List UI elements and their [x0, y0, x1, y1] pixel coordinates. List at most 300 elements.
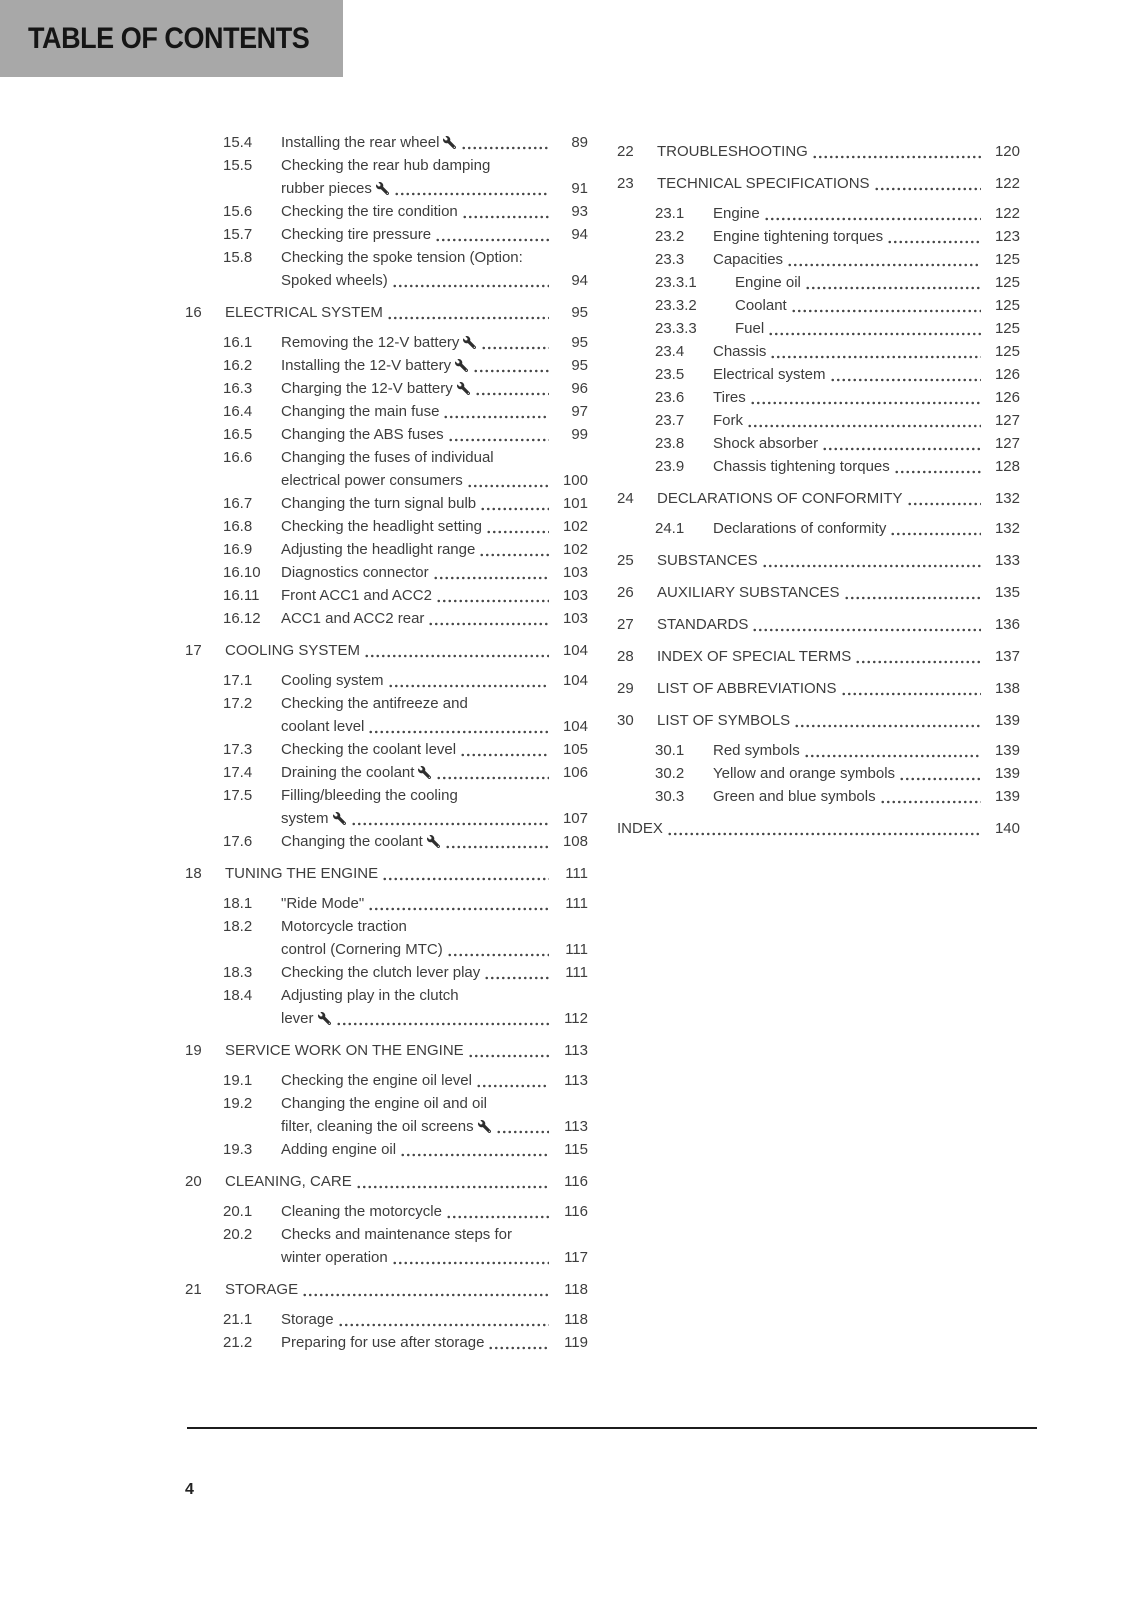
toc-entry	[185, 892, 588, 915]
toc-entry-number: 20.2	[223, 1226, 253, 1243]
toc-entry-number: 18.3	[223, 964, 253, 981]
toc-entry-text: coolant level	[281, 718, 365, 735]
toc-entry	[617, 677, 1020, 700]
dotted-leader	[747, 424, 981, 428]
toc-entry	[185, 862, 588, 885]
toc-entry	[617, 140, 1020, 163]
toc-entry	[617, 409, 1020, 432]
dotted-leader	[488, 1346, 549, 1350]
toc-entry-number: 23.4	[655, 343, 685, 360]
toc-entry	[185, 400, 588, 423]
dotted-leader	[368, 730, 549, 734]
dotted-leader	[447, 953, 549, 957]
toc-entry-page: 95	[571, 334, 588, 351]
dotted-leader	[822, 447, 981, 451]
toc-entry-number: 19.3	[223, 1141, 253, 1158]
toc-entry-page: 136	[994, 616, 1020, 633]
toc-entry-page: 104	[562, 718, 588, 735]
toc-entry	[185, 354, 588, 377]
toc-entry	[185, 331, 588, 354]
page-title: TABLE OF CONTENTS	[28, 21, 310, 55]
toc-entry-text: Changing the engine oil and oil	[281, 1095, 487, 1112]
toc-entry	[617, 581, 1020, 604]
toc-entry-text: "Ride Mode"	[281, 895, 365, 912]
toc-entry-text: Tires	[713, 389, 746, 406]
toc-entry-text: control (Cornering MTC)	[281, 941, 443, 958]
toc-entry-text: Changing the ABS fuses	[281, 426, 444, 443]
toc-entry-number: 23.9	[655, 458, 685, 475]
toc-entry	[617, 739, 1020, 762]
toc-entry-text: ACC1 and ACC2 rear	[281, 610, 425, 627]
toc-entry	[617, 517, 1020, 540]
toc-entry	[617, 785, 1020, 808]
toc-entry-number: 20	[185, 1173, 202, 1190]
toc-entry-page: 128	[994, 458, 1020, 475]
toc-entry	[185, 1200, 588, 1223]
dotted-leader	[443, 415, 549, 419]
page-header	[0, 0, 343, 77]
toc-entry	[185, 1308, 588, 1331]
wrench-icon	[443, 136, 456, 149]
toc-entry-number: 23.8	[655, 435, 685, 452]
toc-entry-number: 16.11	[223, 587, 260, 604]
dotted-leader	[770, 355, 981, 359]
dotted-leader	[460, 753, 549, 757]
dotted-leader	[428, 622, 549, 626]
toc-entry	[617, 363, 1020, 386]
toc-entry	[185, 246, 588, 292]
dotted-leader	[791, 309, 981, 313]
toc-entry-text: Preparing for use after storage	[281, 1334, 485, 1351]
toc-entry	[185, 154, 588, 200]
dotted-leader	[461, 146, 549, 150]
toc-entry-text: Fuel	[735, 320, 765, 337]
toc-entry-number: 21.2	[223, 1334, 253, 1351]
dotted-leader	[484, 976, 549, 980]
toc-entry-page: 118	[564, 1311, 588, 1328]
toc-entry-text: LIST OF SYMBOLS	[657, 712, 791, 729]
toc-entry-number: 29	[617, 680, 634, 697]
toc-entry-text: LIST OF ABBREVIATIONS	[657, 680, 837, 697]
dotted-leader	[855, 660, 981, 664]
toc-entry-number: 17.5	[223, 787, 253, 804]
toc-entry-page: 126	[994, 389, 1020, 406]
toc-entry	[185, 1278, 588, 1301]
toc-entry-text: Checking the coolant level	[281, 741, 457, 758]
toc-entry-page: 112	[564, 1010, 588, 1027]
toc-entry	[185, 639, 588, 662]
toc-entry-text: Changing the fuses of individual	[281, 449, 494, 466]
toc-entry-number: 21	[185, 1281, 202, 1298]
toc-entry	[185, 1223, 588, 1269]
toc-entry-number: 17.1	[223, 672, 253, 689]
toc-entry-text: Declarations of conformity	[713, 520, 887, 537]
wrench-icon	[463, 336, 476, 349]
toc-entry-text: Checking the antifreeze and	[281, 695, 468, 712]
toc-entry-number: 23.3.3	[655, 320, 697, 337]
toc-entry-page: 104	[562, 642, 588, 659]
toc-entry-page: 107	[562, 810, 588, 827]
toc-entry-page: 102	[562, 518, 588, 535]
toc-entry-page: 125	[994, 297, 1020, 314]
toc-entry-number: 16.7	[223, 495, 253, 512]
toc-entry-number: 18.2	[223, 918, 253, 935]
toc-entry-text: Removing the 12-V battery	[281, 334, 460, 351]
toc-entry-page: 127	[994, 435, 1020, 452]
toc-entry-number: 16.9	[223, 541, 253, 558]
toc-entry-text: Changing the turn signal bulb	[281, 495, 477, 512]
toc-entry	[185, 607, 588, 630]
toc-entry-number: 25	[617, 552, 634, 569]
toc-entry-page: 113	[564, 1042, 588, 1059]
toc-entry	[185, 1170, 588, 1193]
toc-entry	[185, 423, 588, 446]
toc-entry-page: 135	[994, 584, 1020, 601]
toc-entry-page: 119	[564, 1334, 588, 1351]
toc-entry-number: 15.4	[223, 134, 253, 151]
toc-entry-page: 125	[994, 251, 1020, 268]
toc-entry-text: Electrical system	[713, 366, 826, 383]
toc-entry-text: DECLARATIONS OF CONFORMITY	[657, 490, 903, 507]
toc-entry-number: 16.5	[223, 426, 253, 443]
dotted-leader	[400, 1153, 549, 1157]
toc-entry-text: Changing the coolant	[281, 833, 423, 850]
toc-entry	[185, 1331, 588, 1354]
toc-entry-number: 22	[617, 143, 634, 160]
toc-entry-page: 125	[994, 320, 1020, 337]
toc-entry	[617, 202, 1020, 225]
dotted-leader	[496, 1130, 549, 1134]
toc-entry-page: 125	[994, 343, 1020, 360]
toc-entry	[185, 223, 588, 246]
toc-entry-number: 17.2	[223, 695, 253, 712]
dotted-leader	[899, 777, 981, 781]
toc-entry	[185, 738, 588, 761]
toc-entry	[617, 172, 1020, 195]
toc-entry	[185, 692, 588, 738]
toc-entry-text: system	[281, 810, 329, 827]
dotted-leader	[387, 316, 549, 320]
toc-entry-page: 122	[994, 175, 1020, 192]
dotted-leader	[448, 438, 549, 442]
dotted-leader	[812, 155, 981, 159]
toc-entry-page: 95	[571, 357, 588, 374]
toc-entry-page: 138	[994, 680, 1020, 697]
toc-entry-page: 103	[562, 610, 588, 627]
toc-entry-number: 19.2	[223, 1095, 253, 1112]
toc-entry	[617, 432, 1020, 455]
toc-entry-text: Red symbols	[713, 742, 800, 759]
toc-entry	[185, 131, 588, 154]
dotted-leader	[762, 564, 981, 568]
toc-entry-number: 21.1	[223, 1311, 253, 1328]
toc-entry	[185, 669, 588, 692]
toc-entry-number: 17	[185, 642, 202, 659]
toc-entry-text: STANDARDS	[657, 616, 749, 633]
toc-entry	[185, 915, 588, 961]
dotted-leader	[436, 599, 549, 603]
wrench-icon	[376, 182, 389, 195]
toc-entry	[185, 515, 588, 538]
toc-entry-text: Engine oil	[735, 274, 801, 291]
dotted-leader	[473, 369, 549, 373]
toc-entry-number: 30.2	[655, 765, 685, 782]
toc-entry-text: Cleaning the motorcycle	[281, 1203, 442, 1220]
dotted-leader	[368, 907, 549, 911]
toc-entry-text: INDEX	[617, 820, 663, 837]
toc-entry-text: CLEANING, CARE	[225, 1173, 352, 1190]
dotted-leader	[382, 877, 549, 881]
toc-entry-number: 23.3.2	[655, 297, 697, 314]
toc-entry-number: 23	[617, 175, 634, 192]
toc-entry-number: 27	[617, 616, 634, 633]
toc-entry-text: Coolant	[735, 297, 787, 314]
dotted-leader	[880, 800, 981, 804]
dotted-leader	[752, 628, 981, 632]
dotted-leader	[392, 284, 549, 288]
toc-entry	[185, 538, 588, 561]
toc-entry-text: Filling/bleeding the cooling	[281, 787, 458, 804]
toc-entry-page: 91	[571, 180, 588, 197]
toc-entry-text: Adding engine oil	[281, 1141, 397, 1158]
dotted-leader	[887, 240, 981, 244]
dotted-leader	[467, 484, 549, 488]
toc-entry-page: 103	[562, 564, 588, 581]
toc-entry-number: 19.1	[223, 1072, 253, 1089]
toc-entry-page: 125	[994, 274, 1020, 291]
toc-entry-number: 20.1	[223, 1203, 253, 1220]
toc-entry	[185, 446, 588, 492]
dotted-leader	[433, 576, 549, 580]
toc-entry	[185, 761, 588, 784]
toc-entry	[185, 301, 588, 324]
dotted-leader	[480, 507, 549, 511]
toc-entry	[617, 225, 1020, 248]
toc-column-right	[617, 131, 1020, 847]
dotted-leader	[794, 724, 981, 728]
toc-entry	[185, 984, 588, 1030]
toc-entry-text: Engine	[713, 205, 760, 222]
toc-entry-page: 116	[564, 1173, 588, 1190]
dotted-leader	[481, 346, 549, 350]
toc-entry-page: 115	[564, 1141, 588, 1158]
toc-entry-page: 96	[571, 380, 588, 397]
toc-entry-number: 15.8	[223, 249, 253, 266]
toc-entry-number: 16.10	[223, 564, 261, 581]
toc-entry	[185, 1138, 588, 1161]
toc-entry-page: 117	[564, 1249, 588, 1266]
toc-entry-number: 16.8	[223, 518, 253, 535]
toc-entry-number: 17.6	[223, 833, 253, 850]
toc-entry	[617, 271, 1020, 294]
toc-entry	[617, 762, 1020, 785]
toc-entry-text: Checking the clutch lever play	[281, 964, 481, 981]
dotted-leader	[894, 470, 981, 474]
dotted-leader	[394, 192, 549, 196]
wrench-icon	[318, 1012, 331, 1025]
toc-entry-text: Charging the 12-V battery	[281, 380, 453, 397]
toc-entry-page: 102	[562, 541, 588, 558]
toc-entry	[185, 1069, 588, 1092]
toc-entry-text: rubber pieces	[281, 180, 372, 197]
toc-entry-page: 132	[994, 490, 1020, 507]
dotted-leader	[302, 1293, 549, 1297]
toc-entry	[185, 961, 588, 984]
dotted-leader	[462, 215, 549, 219]
toc-entry-page: 120	[994, 143, 1020, 160]
toc-entry-number: 17.3	[223, 741, 253, 758]
dotted-leader	[804, 754, 981, 758]
toc-entry-text: Green and blue symbols	[713, 788, 876, 805]
dotted-leader	[435, 238, 549, 242]
toc-entry	[185, 784, 588, 830]
toc-entry-text: Shock absorber	[713, 435, 819, 452]
toc-entry-page: 111	[565, 895, 588, 912]
toc-entry-number: 28	[617, 648, 634, 665]
toc-entry-number: 16.1	[223, 334, 253, 351]
toc-entry-page: 93	[571, 203, 588, 220]
dotted-leader	[468, 1054, 549, 1058]
toc-entry-page: 95	[571, 304, 588, 321]
toc-entry-text: Checking the spoke tension (Option:	[281, 249, 523, 266]
toc-entry	[617, 386, 1020, 409]
toc-entry	[617, 709, 1020, 732]
toc-entry-number: 15.5	[223, 157, 253, 174]
dotted-leader	[388, 684, 549, 688]
dotted-leader	[356, 1185, 549, 1189]
dotted-leader	[667, 832, 981, 836]
toc-entry-text: filter, cleaning the oil screens	[281, 1118, 474, 1135]
toc-entry-page: 100	[562, 472, 588, 489]
toc-entry	[185, 830, 588, 853]
wrench-icon	[455, 359, 468, 372]
toc-entry-text: Yellow and orange symbols	[713, 765, 896, 782]
wrench-icon	[418, 766, 431, 779]
toc-entry-text: Draining the coolant	[281, 764, 415, 781]
toc-entry-page: 118	[564, 1281, 588, 1298]
toc-entry-page: 94	[571, 272, 588, 289]
dotted-leader	[392, 1261, 549, 1265]
toc-entry-text: TUNING THE ENGINE	[225, 865, 379, 882]
toc-entry-page: 127	[994, 412, 1020, 429]
toc-entry-text: Installing the rear wheel	[281, 134, 440, 151]
toc-entry-number: 23.6	[655, 389, 685, 406]
dotted-leader	[364, 654, 549, 658]
toc-entry	[617, 317, 1020, 340]
toc-entry-number: 18.1	[223, 895, 253, 912]
toc-entry-number: 23.1	[655, 205, 685, 222]
toc-entry-page: 89	[571, 134, 588, 151]
toc-entry-text: INDEX OF SPECIAL TERMS	[657, 648, 852, 665]
toc-entry-number: 30.1	[655, 742, 685, 759]
toc-entry-text: TECHNICAL SPECIFICATIONS	[657, 175, 870, 192]
toc-entry	[185, 584, 588, 607]
toc-entry-number: 23.5	[655, 366, 685, 383]
dotted-leader	[841, 692, 982, 696]
toc-entry-number: 23.7	[655, 412, 685, 429]
dotted-leader	[351, 822, 549, 826]
toc-entry-number: 30	[617, 712, 634, 729]
toc-entry-text: Checking the tire condition	[281, 203, 458, 220]
toc-entry-number: 16.6	[223, 449, 253, 466]
toc-entry	[185, 200, 588, 223]
dotted-leader	[830, 378, 981, 382]
toc-entry-page: 139	[994, 712, 1020, 729]
toc-entry-text: Capacities	[713, 251, 784, 268]
toc-entry-text: AUXILIARY SUBSTANCES	[657, 584, 840, 601]
toc-entry-number: 23.3.1	[655, 274, 697, 291]
dotted-leader	[890, 532, 981, 536]
toc-entry-text: SUBSTANCES	[657, 552, 758, 569]
toc-entry-text: Checking tire pressure	[281, 226, 432, 243]
toc-entry-text: ELECTRICAL SYSTEM	[225, 304, 383, 321]
toc-entry-text: Changing the main fuse	[281, 403, 440, 420]
toc-entry-text: Installing the 12-V battery	[281, 357, 452, 374]
toc-entry-page: 111	[565, 865, 588, 882]
dotted-leader	[805, 286, 981, 290]
page-number: 4	[185, 1481, 194, 1498]
dotted-leader	[787, 263, 981, 267]
dotted-leader	[336, 1022, 549, 1026]
toc-entry-number: 18.4	[223, 987, 253, 1004]
toc-entry-text: Adjusting play in the clutch	[281, 987, 459, 1004]
toc-entry-text: winter operation	[281, 1249, 388, 1266]
toc-entry-text: Motorcycle traction	[281, 918, 407, 935]
dotted-leader	[907, 502, 981, 506]
toc-entry-number: 24	[617, 490, 634, 507]
footer-rule	[187, 1427, 1037, 1429]
toc-entry	[617, 487, 1020, 510]
toc-entry-number: 16.2	[223, 357, 253, 374]
toc-entry-number: 26	[617, 584, 634, 601]
toc-entry-text: Spoked wheels)	[281, 272, 388, 289]
toc-entry	[185, 377, 588, 400]
toc-entry-page: 139	[994, 742, 1020, 759]
toc-entry	[617, 294, 1020, 317]
toc-entry-number: 16	[185, 304, 202, 321]
toc-entry-number: 24.1	[655, 520, 685, 537]
toc-column-left	[185, 131, 588, 1354]
toc-entry-page: 108	[562, 833, 588, 850]
toc-entry-text: Checking the headlight setting	[281, 518, 482, 535]
toc-entry-text: lever	[281, 1010, 314, 1027]
dotted-leader	[486, 530, 549, 534]
toc-entry-number: 15.7	[223, 226, 253, 243]
dotted-leader	[446, 1215, 549, 1219]
toc-entry-text: STORAGE	[225, 1281, 299, 1298]
toc-entry	[617, 613, 1020, 636]
dotted-leader	[479, 553, 549, 557]
toc-entry-text: Fork	[713, 412, 743, 429]
toc-entry-page: 105	[562, 741, 588, 758]
toc-entry-text: Chassis tightening torques	[713, 458, 890, 475]
toc-entry-page: 132	[994, 520, 1020, 537]
toc-entry-text: Storage	[281, 1311, 334, 1328]
toc-entry-page: 133	[994, 552, 1020, 569]
toc-entry-number: 15.6	[223, 203, 253, 220]
toc-entry-number: 16.3	[223, 380, 253, 397]
toc-entry-text: electrical power consumers	[281, 472, 463, 489]
toc-entry-number: 23.2	[655, 228, 685, 245]
toc-entry-page: 137	[994, 648, 1020, 665]
toc-entry-page: 139	[994, 788, 1020, 805]
toc-entry	[617, 340, 1020, 363]
toc-entry-number: 16.12	[223, 610, 261, 627]
dotted-leader	[475, 392, 549, 396]
dotted-leader	[476, 1084, 549, 1088]
toc-entry	[617, 645, 1020, 668]
toc-entry	[617, 455, 1020, 478]
